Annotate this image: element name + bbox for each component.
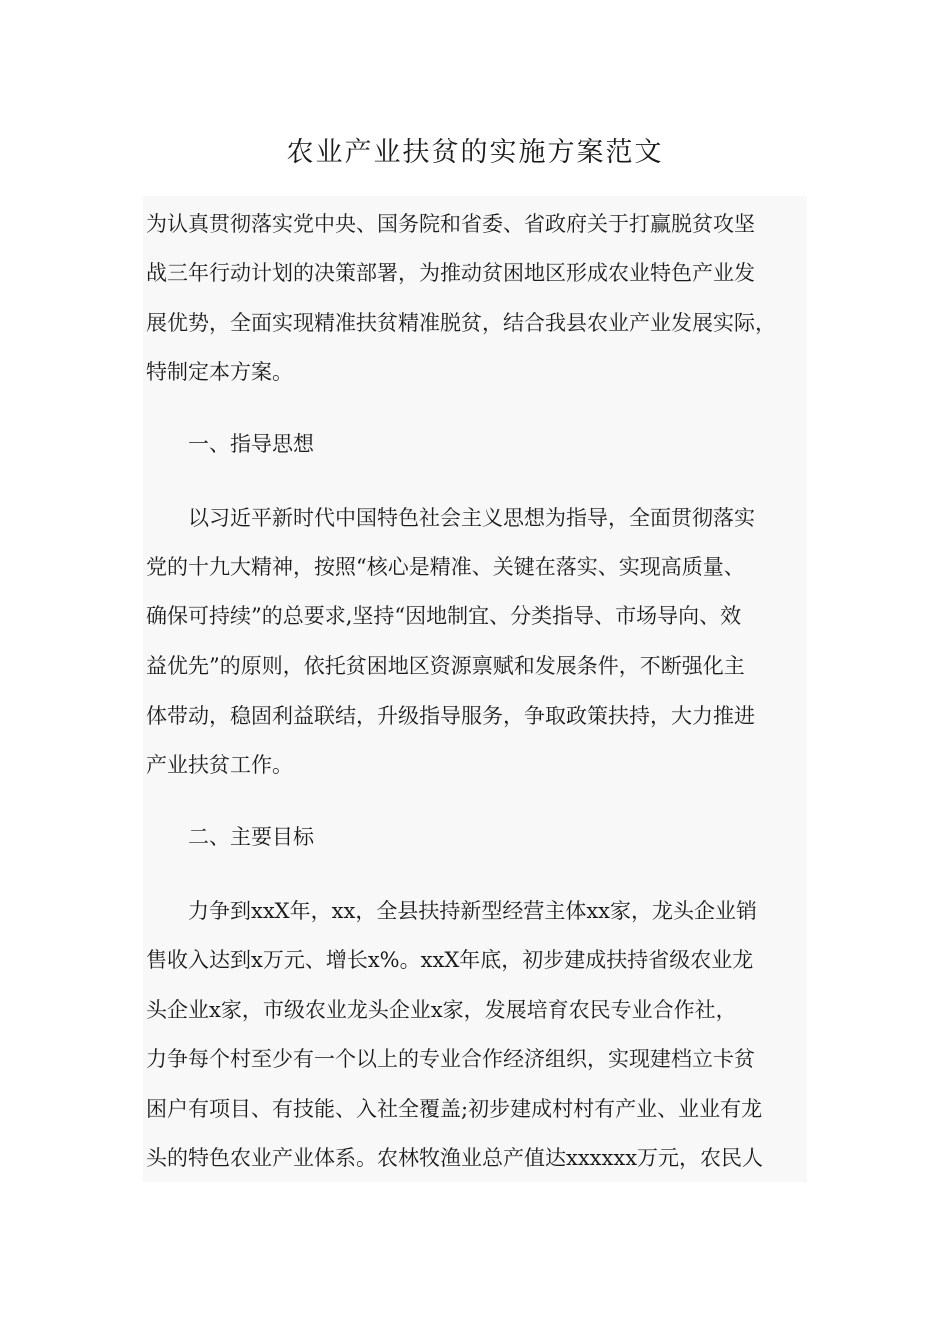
document-title: 农业产业扶贫的实施方案范文 bbox=[286, 137, 664, 168]
section-heading-guiding-ideology: 一、指导思想 bbox=[188, 432, 314, 456]
intro-line: 特制定本方案。 bbox=[146, 360, 293, 384]
section2-line: 力争每个村至少有一个以上的专业合作经济组织，实现建档立卡贫 bbox=[146, 1047, 755, 1071]
section2-line: 头企业x家，市级农业龙头企业x家，发展培育农民专业合作社， bbox=[146, 998, 737, 1022]
section1-line: 产业扶贫工作。 bbox=[146, 753, 293, 777]
section1-line: 体带动，稳固利益联结，升级指导服务，争取政策扶持，大力推进 bbox=[146, 704, 755, 728]
section2-line: 售收入达到x万元、增长x%。xxX年底，初步建成扶持省级农业龙 bbox=[146, 948, 754, 972]
section1-line: 党的十九大精神，按照“核心是精准、关键在落实、实现高质量、 bbox=[146, 555, 745, 579]
body-highlight-block bbox=[143, 196, 807, 1182]
section1-line: 以习近平新时代中国特色社会主义思想为指导，全面贯彻落实 bbox=[188, 506, 755, 530]
intro-line: 为认真贯彻落实党中央、国务院和省委、省政府关于打赢脱贫攻坚 bbox=[146, 212, 755, 236]
section2-line: 困户有项目、有技能、入社全覆盖;初步建成村村有产业、业业有龙 bbox=[146, 1097, 763, 1121]
section2-line: 力争到xxX年，xx，全县扶持新型经营主体xx家，龙头企业销 bbox=[188, 899, 758, 923]
intro-line: 展优势，全面实现精准扶贫精准脱贫，结合我县农业产业发展实际， bbox=[146, 311, 776, 335]
section1-line: 益优先”的原则，依托贫困地区资源禀赋和发展条件，不断强化主 bbox=[146, 654, 745, 678]
section1-line: 确保可持续”的总要求,坚持“因地制宜、分类指导、市场导向、效 bbox=[146, 604, 742, 628]
section2-line: 头的特色农业产业体系。农林牧渔业总产值达xxxxxx万元，农民人 bbox=[146, 1146, 764, 1170]
section-heading-main-goals: 二、主要目标 bbox=[188, 825, 314, 849]
intro-line: 战三年行动计划的决策部署，为推动贫困地区形成农业特色产业发 bbox=[146, 261, 755, 285]
